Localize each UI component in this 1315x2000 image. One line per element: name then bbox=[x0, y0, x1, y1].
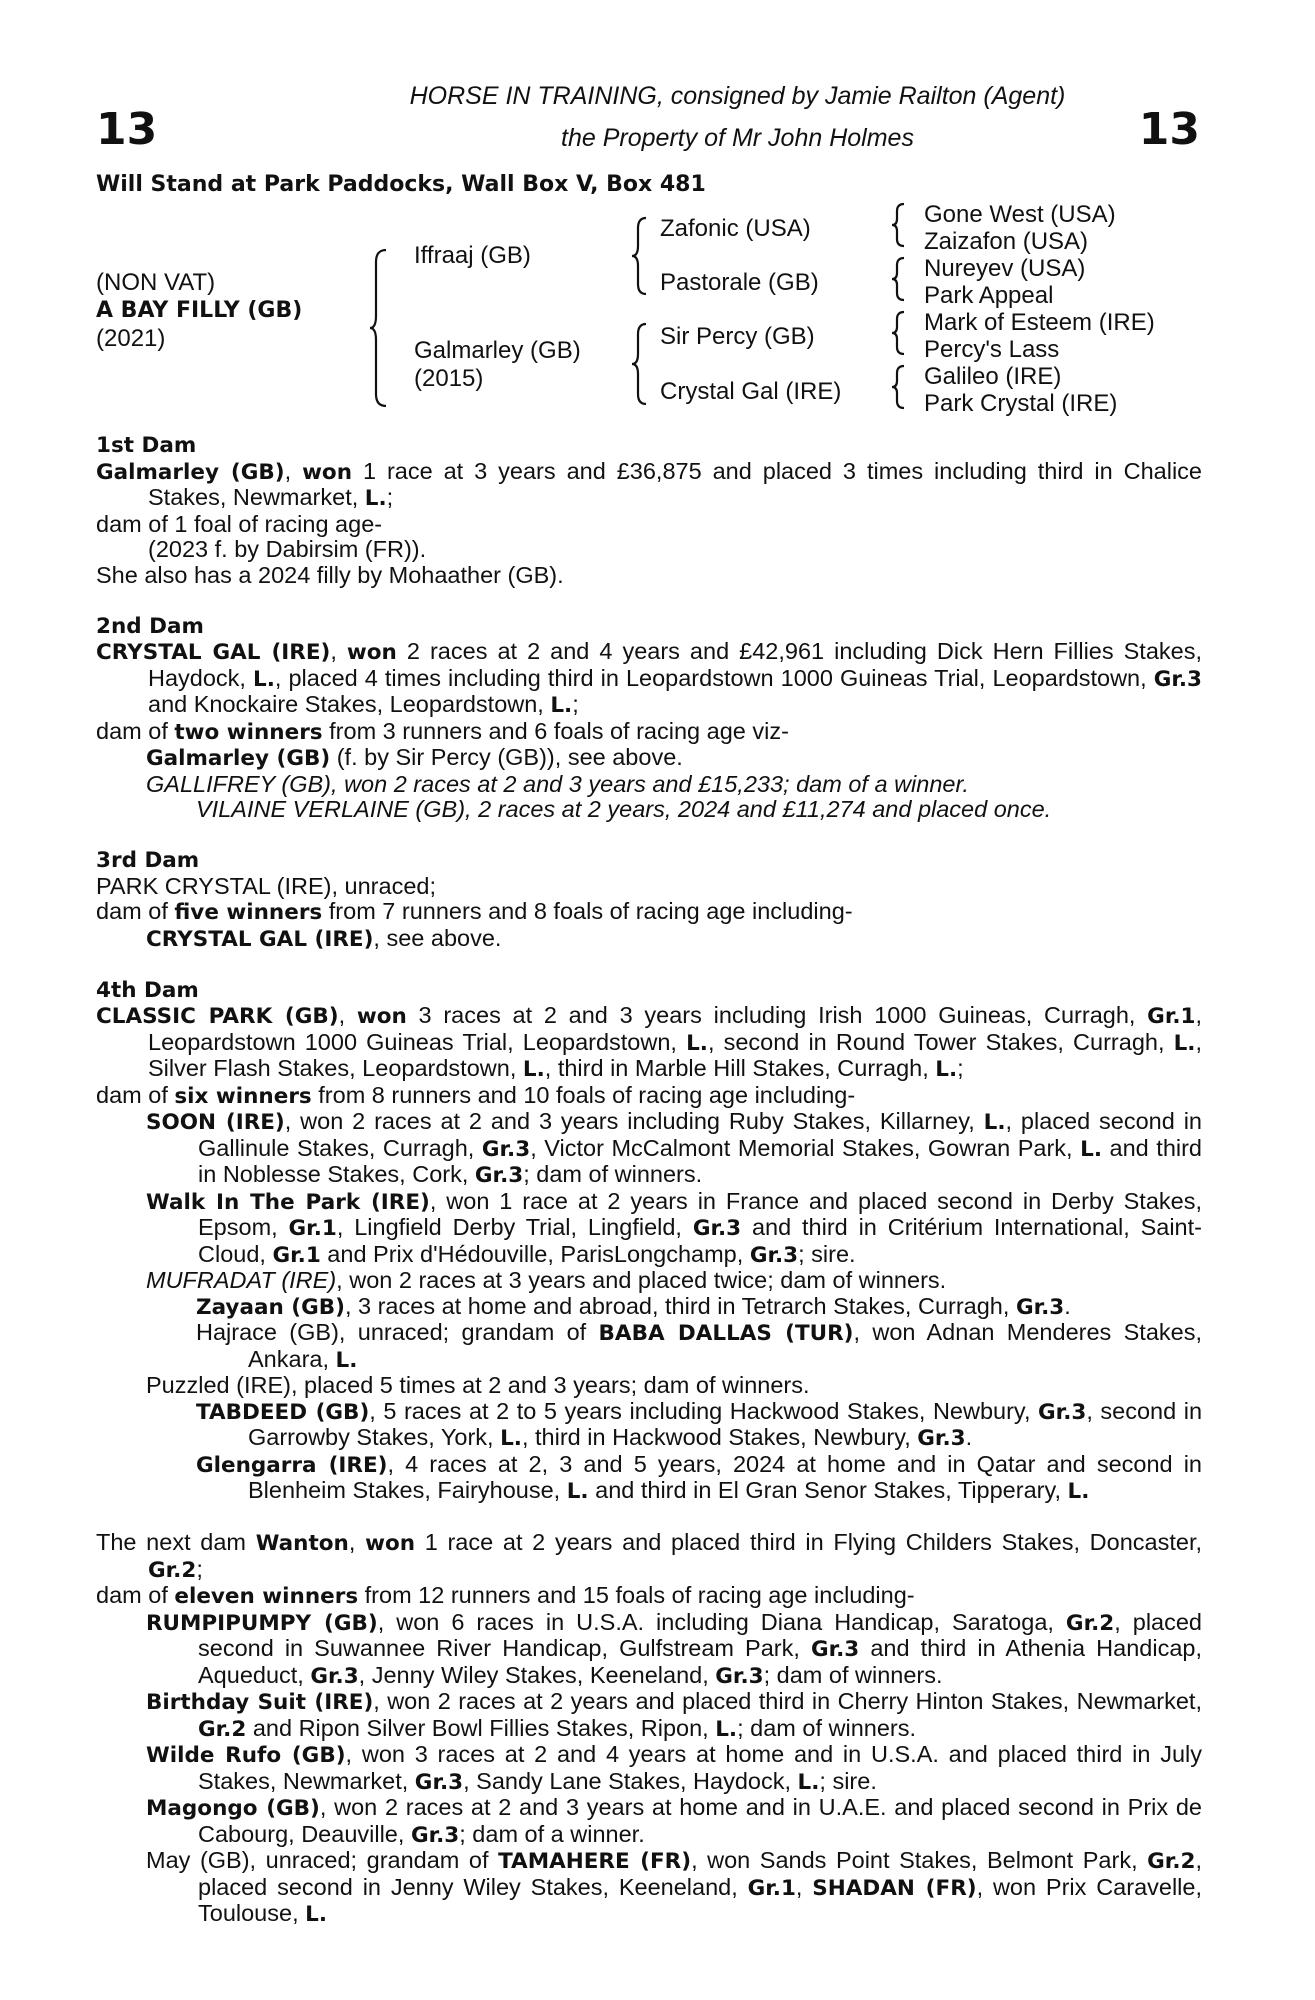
produce-puzzled: Puzzled (IRE), placed 5 times at 2 and 3 years; dam of winners. bbox=[146, 1372, 810, 1398]
sire-sire: Zafonic (USA) bbox=[660, 215, 811, 242]
second-dam-produce-summary: dam of two winners from 3 runners and 6 foals of racing age viz- bbox=[96, 717, 789, 745]
dam-dam: Crystal Gal (IRE) bbox=[660, 378, 842, 405]
third-dam-produce-summary: dam of five winners from 7 runners and 8 foals of racing age including- bbox=[96, 898, 853, 925]
first-dam-heading: 1st Dam bbox=[96, 433, 197, 458]
dam: Galmarley (GB) bbox=[414, 337, 581, 364]
pedigree-brace-g3 bbox=[890, 310, 908, 356]
fourth-dam-heading: 4th Dam bbox=[96, 977, 199, 1003]
first-dam-foals: dam of 1 foal of racing age- bbox=[96, 510, 383, 537]
produce-may: May (GB), unraced; grandam of TAMAHERE (FR), won Sands Point Stakes, Belmont Park, Gr.2, placed second in Jenny Wiley Stakes, Keeneland, Gr.1, SHADAN (FR), won Prix Caravelle, Toulouse, L. bbox=[146, 1847, 1203, 1927]
lot-number-right: 13 bbox=[1138, 104, 1200, 155]
pedigree-brace-g1 bbox=[890, 202, 908, 248]
third-dam-heading: 3rd Dam bbox=[96, 848, 200, 873]
lot-number-left: 13 bbox=[96, 104, 158, 155]
second-dam-heading: 2nd Dam bbox=[96, 613, 204, 639]
pedigree-brace-g2 bbox=[890, 256, 908, 302]
stand-location: Will Stand at Park Paddocks, Wall Box V, Box 481 bbox=[96, 172, 706, 197]
fourth-dam-produce-summary: dam of six winners from 8 runners and 10 foals of racing age including- bbox=[96, 1081, 856, 1109]
consignor-line: HORSE IN TRAINING, consigned by Jamie Railton (Agent) bbox=[409, 82, 1066, 110]
produce-hajrace: Hajrace (GB), unraced; grandam of BABA DALLAS (TUR), won Adnan Menderes Stakes, Ankara, L. bbox=[196, 1319, 1202, 1373]
pedigree-brace-main bbox=[368, 248, 390, 408]
horse-year: (2021) bbox=[96, 325, 166, 352]
produce-record bbox=[96, 433, 1202, 1928]
produce-zayaan: Zayaan (GB), 3 races at home and abroad, third in Tetrarch Stakes, Curragh, Gr.3. bbox=[196, 1292, 1071, 1320]
produce-vilaine-verlaine: VILAINE VERLAINE (GB), 2 races at 2 years, 2024 and £11,274 and placed once. bbox=[196, 796, 1052, 822]
ancestor-park-appeal: Park Appeal bbox=[924, 282, 1054, 309]
vat-status: (NON VAT) bbox=[96, 269, 216, 296]
next-dam-entry: The next dam Wanton, won 1 race at 2 years and placed third in Flying Childers Stakes, Doncaster, Gr.2; bbox=[96, 1529, 1203, 1583]
produce-magongo: Magongo (GB), won 2 races at 2 and 3 years at home and in U.A.E. and placed second in Prix de Cabourg, Deauville, Gr.3; dam of a winner. bbox=[146, 1794, 1202, 1848]
produce-tabdeed: TABDEED (GB), 5 races at 2 to 5 years including Hackwood Stakes, Newbury, Gr.3, second in Garrowby Stakes, York, L., third in Hackwood Stakes, Newbury, Gr.3. bbox=[196, 1397, 1203, 1451]
sire-dam: Pastorale (GB) bbox=[660, 269, 819, 296]
ancestor-galileo: Galileo (IRE) bbox=[924, 363, 1062, 390]
dam-sire: Sir Percy (GB) bbox=[660, 323, 815, 350]
produce-soon: SOON (IRE), won 2 races at 2 and 3 years including Ruby Stakes, Killarney, L., placed second in Gallinule Stakes, Curragh, Gr.3, Victor McCalmont Memorial Stakes, Gowran Park, L. and third in Noblesse Stakes, Cork, Gr.3; dam of winners. bbox=[146, 1108, 1203, 1188]
produce-gallifrey: GALLIFREY (GB), won 2 races at 2 and 3 years and £15,233; dam of a winner. bbox=[146, 770, 969, 797]
produce-rumpipumpy: RUMPIPUMPY (GB), won 6 races in U.S.A. including Diana Handicap, Saratoga, Gr.2, placed second in Suwannee River Handicap, Gulfstream Park, Gr.3 and third in Athenia Handicap, Aqueduct, Gr.3, Jenny Wiley Stakes, Keeneland, Gr.3; dam of winners. bbox=[146, 1608, 1203, 1689]
ancestor-nureyev: Nureyev (USA) bbox=[924, 255, 1086, 282]
produce-galmarley: Galmarley (GB) (f. by Sir Percy (GB)), see above. bbox=[146, 744, 683, 771]
produce-mufradat: MUFRADAT (IRE), won 2 races at 3 years and placed twice; dam of winners. bbox=[146, 1267, 947, 1293]
horse-name: A BAY FILLY (GB) bbox=[96, 298, 303, 323]
produce-glengarra: Glengarra (IRE), 4 races at 2, 3 and 5 years, 2024 at home and in Qatar and second in Blenheim Stakes, Fairyhouse, L. and third in El Gran Senor Stakes, Tipperary, L. bbox=[196, 1450, 1202, 1504]
ancestor-percys-lass: Percy's Lass bbox=[924, 336, 1060, 363]
first-dam-entry: Galmarley (GB), won 1 race at 3 years and £36,875 and placed 3 times including third in Chalice Stakes, Newmarket, L.; bbox=[96, 457, 1202, 511]
produce-crystal-gal: CRYSTAL GAL (IRE), see above. bbox=[146, 924, 502, 952]
first-dam-foal-2023: (2023 f. by Dabirsim (FR)). bbox=[148, 536, 427, 562]
ancestor-park-crystal: Park Crystal (IRE) bbox=[924, 390, 1118, 417]
first-dam-2024-filly: She also has a 2024 filly by Mohaather (GB). bbox=[96, 561, 564, 588]
dam-year: (2015) bbox=[414, 365, 484, 392]
fourth-dam-entry: CLASSIC PARK (GB), won 3 races at 2 and 3 years including Irish 1000 Guineas, Curragh, Gr.1, Leopardstown 1000 Guineas Trial, Leopardstown, L., second in Round Tower Stakes, Curragh, L., Silver Flash Stakes, Leopardstown, L., third in Marble Hill Stakes, Curragh, L.; bbox=[96, 1002, 1203, 1082]
pedigree-brace-g4 bbox=[890, 364, 908, 410]
pedigree-brace-sire bbox=[630, 216, 650, 296]
produce-wilde-rufo: Wilde Rufo (GB), won 3 races at 2 and 4 years at home and in U.S.A. and placed third in July Stakes, Newmarket, Gr.3, Sandy Lane Stakes, Haydock, L.; sire. bbox=[146, 1741, 1202, 1795]
ancestor-zaizafon: Zaizafon (USA) bbox=[924, 228, 1089, 255]
next-dam-produce-summary: dam of eleven winners from 12 runners and 15 foals of racing age including- bbox=[96, 1582, 915, 1609]
ancestor-gone-west: Gone West (USA) bbox=[924, 201, 1116, 228]
pedigree-brace-dam bbox=[630, 322, 650, 406]
ancestor-mark-of-esteem: Mark of Esteem (IRE) bbox=[924, 309, 1155, 336]
produce-walk-in-the-park: Walk In The Park (IRE), won 1 race at 2 years in France and placed second in Derby Stakes, Epsom, Gr.1, Lingfield Derby Trial, Lingfield, Gr.3 and third in Critérium International, Saint-Cloud, Gr.1 and Prix d'Hédouville, ParisLongchamp, Gr.3; sire. bbox=[146, 1187, 1202, 1268]
second-dam-entry: CRYSTAL GAL (IRE), won 2 races at 2 and 4 years and £42,961 including Dick Hern Fillies Stakes, Haydock, L., placed 4 times including third in Leopardstown 1000 Guineas Trial, Leopardstown, Gr.3 and Knockaire Stakes, Leopardstown, L.; bbox=[96, 638, 1202, 718]
third-dam-entry: PARK CRYSTAL (IRE), unraced; bbox=[96, 872, 436, 899]
property-line: the Property of Mr John Holmes bbox=[561, 124, 914, 152]
produce-birthday-suit: Birthday Suit (IRE), won 2 races at 2 years and placed third in Cherry Hinton Stakes, Newmarket, Gr.2 and Ripon Silver Bowl Fillies Stakes, Ripon, L.; dam of winners. bbox=[146, 1688, 1202, 1742]
sire: Iffraaj (GB) bbox=[414, 242, 531, 269]
